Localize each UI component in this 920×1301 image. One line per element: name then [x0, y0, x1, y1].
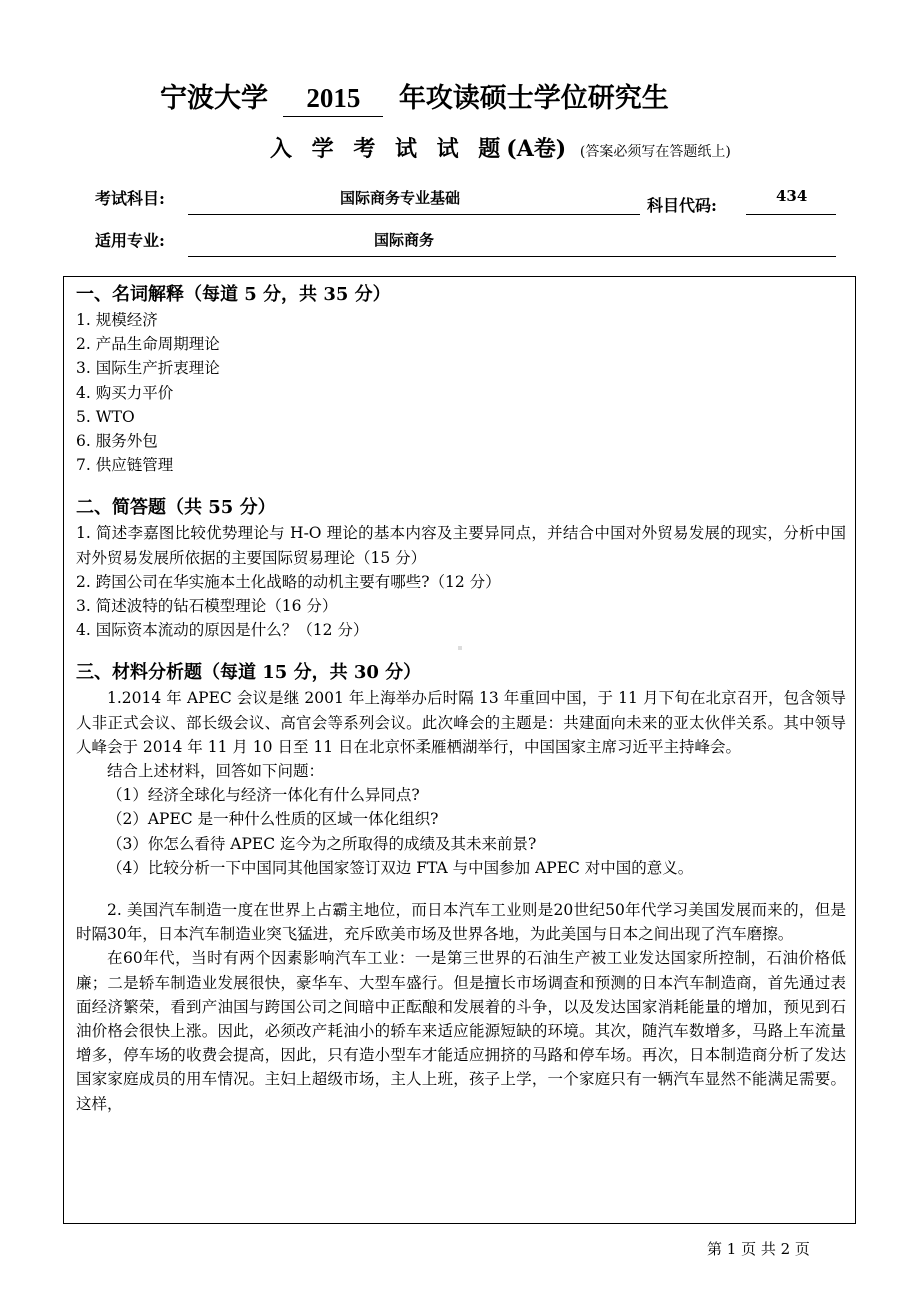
term-item: 6. 服务外包	[76, 432, 158, 451]
term-item: 4. 购买力平价	[76, 383, 174, 402]
term-item: 1. 规模经济	[76, 311, 158, 329]
term-item: 5. WTO	[76, 407, 135, 426]
case1-question: （3）你怎么看待 APEC 迄今为之所取得的成绩及其未来前景?	[107, 834, 537, 853]
code-underline	[746, 214, 836, 215]
case2-paragraph: 2. 美国汽车制造一度在世界上占霸主地位，而日本汽车工业则是20世纪50年代学习美国发展而来的，但是时隔30年，日本汽车制造业突飞猛进，充斥欧美市场及世界各地，为此美国与日本之间出现了汽车磨擦。	[76, 901, 846, 944]
short-answer-item: 2. 跨国公司在华实施本土化战略的动机主要有哪些?（12 分）	[76, 572, 501, 591]
exam-title: 入 学 考 试 试 题	[270, 136, 507, 162]
case2-paragraph: 在60年代，当时有两个因素影响汽车工业：一是第三世界的石油生产被工业发达国家所控制，石油价格低廉；二是轿车制造业发展很快，豪华车、大型车盛行。但是擅长市场调查和预测的日本汽车制造商，首先通过表面经济繁荣，看到产油国与跨国公司之间暗中正酝酿和发展着的斗争，以及发达国家消耗能量的增加，预见到石油价格会很快上涨。因此，必须改产耗油小的轿车来适应能源短缺的环境。其次，随汽车数增多，马路上车流量增多，停车场的收费会提高，因此，只有造小型车才能适应拥挤的马路和停车场。再次，日本制造商分析了发达国家家庭成员的用车情况。主妇上超级市场，主人上班，孩子上学，一个家庭只有一辆汽车显然不能满足需要。这样，	[76, 949, 846, 1113]
title-rest: 年攻读硕士学位研究生	[398, 83, 669, 114]
short-answer-item: 1. 简述李嘉图比较优势理论与 H-O 理论的基本内容及主要异同点，并结合中国对外贸易发展的现实，分析中国对外贸易发展所依据的主要国际贸易理论（15 分）	[76, 524, 846, 567]
paper-type: (A卷)	[506, 136, 567, 162]
code-value: 434	[776, 187, 808, 205]
case1-question: （1）经济全球化与经济一体化有什么异同点?	[107, 786, 420, 805]
short-answer-item: 4. 国际资本流动的原因是什么？（12 分）	[76, 621, 369, 640]
section2-heading: 二、简答题（共 55 分）	[76, 497, 276, 519]
case1-text: 1.2014 年 APEC 会议是继 2001 年上海举办后时隔 13 年重回中国，于 11 月下旬在北京召开，包含领导人非正式会议、部长级会议、高官会等系列会议。此次峰会的主题是：共建面向未来的亚太伙伴关系。其中领导人峰会于 2014 年 11 月 10 日至 11 日在北京怀柔雁栖湖举行，中国国家主席习近平主持峰会。	[76, 689, 846, 756]
section1-heading: 一、名词解释（每道 5 分，共 35 分）	[76, 284, 391, 305]
term-item: 3. 国际生产折衷理论	[76, 359, 220, 378]
major-value: 国际商务	[374, 231, 435, 249]
case1-question: （4）比较分析一下中国同其他国家签订双边 FTA 与中国参加 APEC 对中国的意义。	[107, 858, 694, 877]
term-item: 2. 产品生命周期理论	[76, 335, 220, 354]
subject-underline	[188, 214, 640, 215]
exam-title-line1	[160, 76, 669, 117]
subject-value: 国际商务专业基础	[340, 189, 461, 207]
subject-label: 考试科目:	[95, 189, 165, 208]
exam-title-line2	[270, 132, 731, 163]
major-underline	[188, 256, 836, 257]
major-label: 适用专业:	[95, 231, 165, 250]
page-number: 第 1 页 共 2 页	[707, 1240, 810, 1258]
short-answer-item: 3. 简述波特的钻石模型理论（16 分）	[76, 597, 338, 616]
school-name: 宁波大学	[160, 83, 268, 114]
code-label: 科目代码:	[647, 196, 717, 215]
question-content	[76, 282, 846, 1116]
case1-question: （2）APEC 是一种什么性质的区域一体化组织?	[107, 810, 439, 829]
answer-note: (答案必须写在答题纸上)	[579, 144, 731, 160]
case1-prompt: 结合上述材料，回答如下问题：	[107, 762, 325, 781]
term-item: 7. 供应链管理	[76, 456, 174, 475]
section3-heading: 三、材料分析题（每道 15 分，共 30 分）	[76, 662, 422, 684]
exam-year: 2015	[283, 83, 383, 117]
